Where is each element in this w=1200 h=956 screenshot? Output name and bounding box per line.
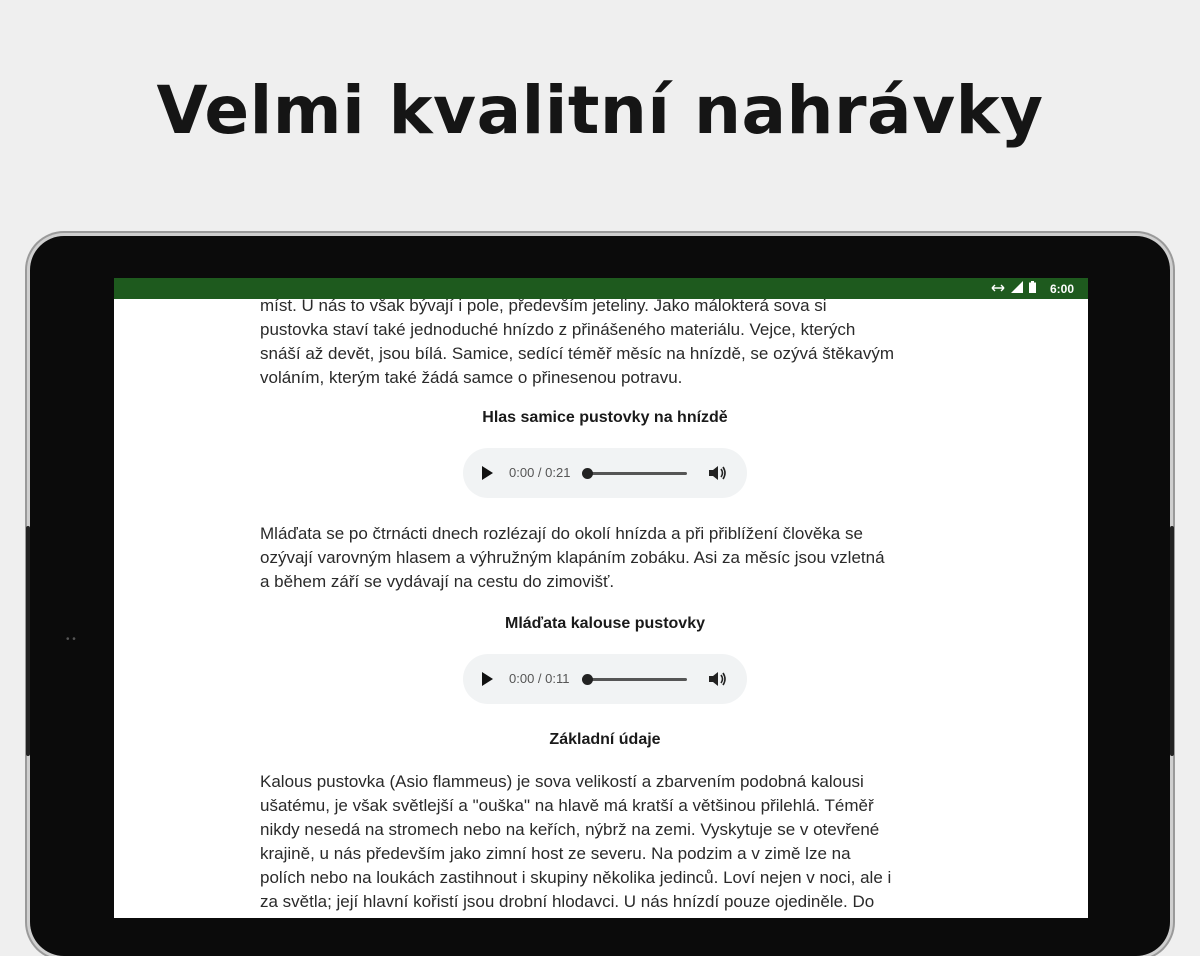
audio-player-1: [463, 448, 747, 498]
paragraph-middle: [260, 522, 950, 594]
paragraph-line: za světla; její hlavní kořistí jsou drobní hlodavci. U nás hnízdí pouze ojediněle. Do: [260, 892, 875, 911]
paragraph-line: a během září se vydávají na cestu do zimovišť.: [260, 572, 615, 591]
paragraph-line: snáší až devět, jsou bílá. Samice, sedící téměř měsíc na hnízdě, se ozývá štěkavým: [260, 344, 895, 363]
audio-time-2: 0:00 / 0:11: [509, 671, 570, 686]
camera-icon: • •: [66, 634, 76, 645]
volume-icon[interactable]: [709, 669, 729, 689]
signal-icon: [1011, 281, 1023, 296]
audio-time-1: 0:00 / 0:21: [509, 465, 571, 480]
tablet-side-button-right: [1170, 526, 1174, 756]
page-headline: Velmi kvalitní nahrávky: [156, 72, 1044, 149]
paragraph-line: pustovka staví také jednoduché hnízdo z přinášeného materiálu. Vejce, kterých: [260, 320, 856, 339]
paragraph-line: polích nebo na loukách zastihnout i skupiny několika jedinců. Loví nejen v noci, ale i: [260, 868, 892, 887]
paragraph-line: voláním, kterým také žádá samce o přinesenou potravu.: [260, 368, 683, 387]
battery-icon: [1029, 281, 1036, 296]
audio-caption-2: Mláďata kalouse pustovky: [504, 615, 705, 632]
play-icon[interactable]: [481, 672, 495, 686]
data-arrows-icon: [991, 282, 1005, 296]
paragraph-line: krajině, u nás především jako zimní host ze severu. Na podzim a v zimě lze na: [260, 844, 851, 863]
status-time: 6:00: [1049, 281, 1074, 296]
play-icon[interactable]: [481, 466, 495, 480]
audio-player-2: [463, 654, 747, 704]
paragraph-line: ozývají varovným hlasem a výhružným klapáním zobáku. Asi za měsíc jsou vzletná: [260, 548, 885, 567]
paragraph-line: Mláďata se po čtrnácti dnech rozlézají do okolí hnízda a při přiblížení člověka se: [260, 524, 863, 543]
seek-thumb[interactable]: [582, 674, 593, 685]
paragraph-line: ušatému, je však světlejší a "ouška" na hlavě má kratší a většinou přilehlá. Téměř: [260, 796, 874, 815]
paragraph-line: Kalous pustovka (Asio flammeus) je sova velikostí a zbarvením podobná kalousi: [260, 772, 864, 791]
paragraph-line: míst. U nás to však bývají i pole, především jeteliny. Jako málokterá sova si: [260, 296, 827, 315]
audio-seek-bar-1[interactable]: [587, 472, 687, 475]
audio-caption-1: Hlas samice pustovky na hnízdě: [482, 409, 728, 426]
paragraph-bottom: [260, 770, 950, 914]
app-screen: [114, 278, 1088, 918]
volume-icon[interactable]: [709, 463, 729, 483]
tablet-side-button-left: [26, 526, 30, 756]
audio-seek-bar-2[interactable]: [587, 678, 687, 681]
paragraph-top: [260, 294, 950, 390]
paragraph-line: nikdy nesedá na stromech nebo na keřích, nýbrž na zemi. Vyskytuje se v otevřené: [260, 820, 880, 839]
seek-thumb[interactable]: [582, 468, 593, 479]
section-heading: Základní údaje: [549, 731, 661, 748]
